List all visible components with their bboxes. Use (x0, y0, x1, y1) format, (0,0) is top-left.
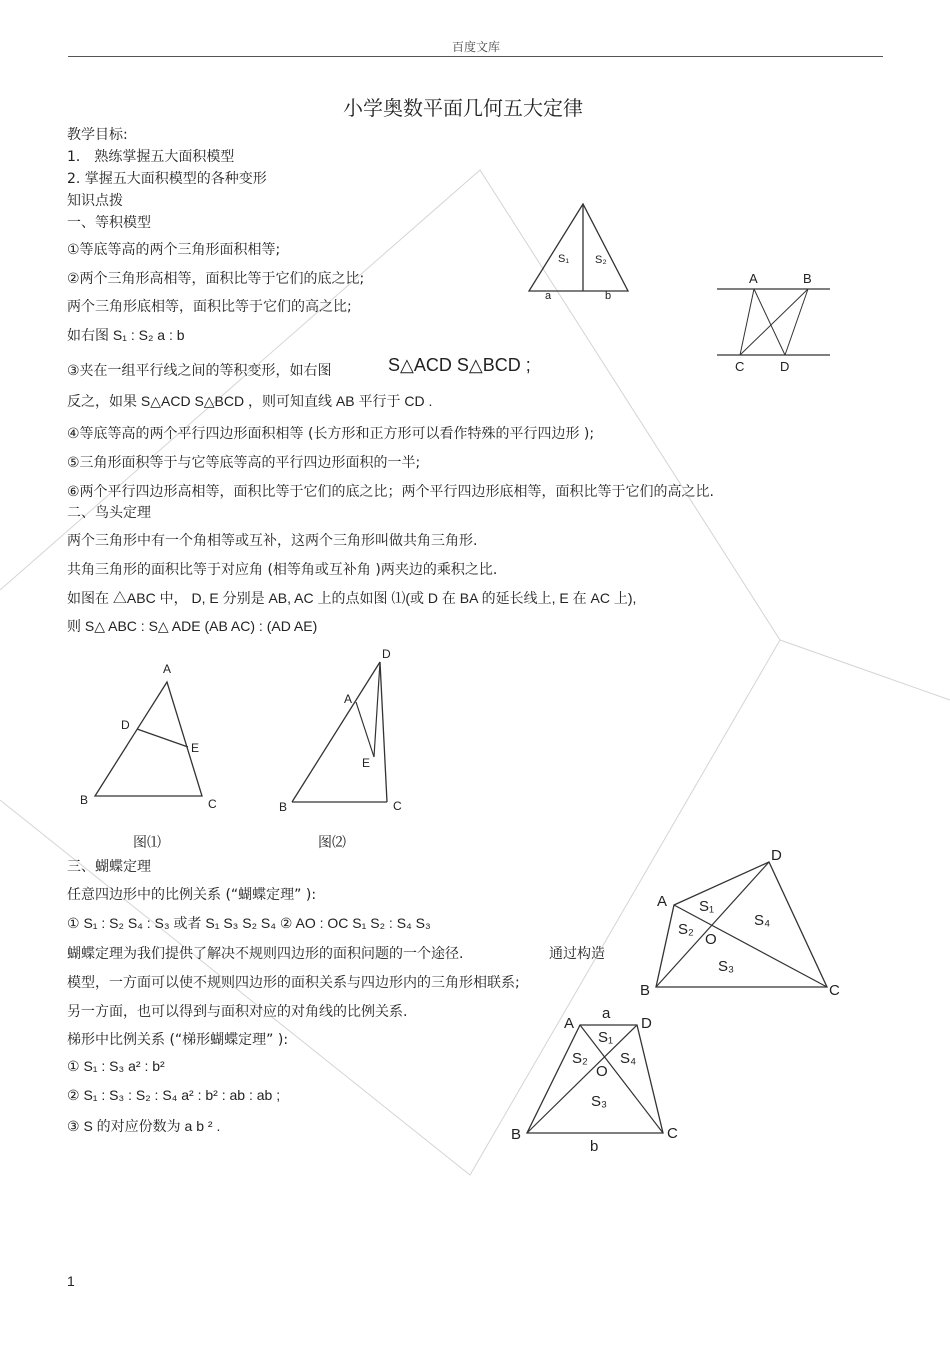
fig1-label-c: C (208, 797, 217, 811)
trapezoid-label-b-length: b (590, 1138, 599, 1155)
s3-line-6: 梯形中比例关系 (“梯形蝴蝶定理” ): (67, 1032, 289, 1048)
trapezoid-label-a: A (564, 1015, 575, 1032)
goal-2: 2. 掌握五大面积模型的各种变形 (67, 171, 267, 187)
s1-line-9: ⑥两个平行四边形高相等，面积比等于它们的底之比；两个平行四边形底相等，面积比等于它们的高之比. (67, 484, 714, 500)
fig1-label-b: B (80, 793, 89, 807)
tri-label-s2: S₂ (595, 254, 607, 266)
fig1-label-d: D (121, 718, 130, 732)
trapezoid-label-s1: S₁ (598, 1029, 614, 1046)
s1-line-4: 如右图 S₁ : S₂ a : b (67, 327, 185, 343)
section-2-heading: 二、鸟头定理 (67, 505, 151, 521)
s1-line-8: ⑤三角形面积等于与它等底等高的平行四边形面积的一半; (67, 455, 421, 471)
s3-line-5: 另一方面，也可以得到与面积对应的对角线的比例关系. (67, 1004, 408, 1020)
tri-label-a: a (545, 290, 552, 302)
butterfly-label-o: O (705, 931, 717, 948)
section-3-heading: 三、蝴蝶定理 (67, 859, 151, 875)
section-1-heading: 一、等积模型 (67, 215, 151, 231)
trapezoid-label-s2: S₂ (572, 1050, 588, 1067)
s3-line-4: 模型，一方面可以使不规则四边形的面积关系与四边形内的三角形相联系; (67, 975, 520, 991)
s3-line-3b: 通过构造 (549, 946, 605, 962)
fig2-label-c: C (393, 799, 402, 813)
tri-label-s1: S₁ (558, 253, 570, 265)
page-title: 小学奥数平面几何五大定律 (343, 96, 583, 120)
fig1-label-a: A (163, 662, 172, 676)
s1-line-5b: S△ACD S△BCD ; (388, 355, 531, 375)
s3-line-8: ② S₁ : S₃ : S₂ : S₄ a² : b² : ab : ab ; (67, 1087, 281, 1103)
knowledge-heading: 知识点拨 (67, 193, 123, 209)
fig1-label-e: E (191, 741, 200, 755)
butterfly-label-b: B (640, 982, 651, 999)
fig2-caption: 图⑵ (318, 835, 346, 851)
s3-line-7: ① S₁ : S₃ a² : b² (67, 1058, 165, 1074)
butterfly-label-s2: S₂ (678, 921, 694, 938)
fig2-label-d: D (382, 647, 391, 661)
s1-line-5a: ③夹在一组平行线之间的等积变形，如右图 (67, 363, 332, 379)
s1-line-3: 两个三角形底相等，面积比等于它们的高之比; (67, 299, 352, 315)
trapezoid-label-s4: S₄ (620, 1050, 637, 1067)
parallel-label-a: A (749, 271, 758, 286)
s2-line-1: 两个三角形中有一个角相等或互补，这两个三角形叫做共角三角形. (67, 533, 478, 549)
trapezoid-label-d: D (641, 1015, 652, 1032)
s1-line-6: 反之，如果 S△ACD S△BCD ，则可知直线 AB 平行于 CD . (67, 393, 433, 409)
trapezoid-label-b: B (511, 1126, 522, 1143)
trapezoid-label-s3: S₃ (591, 1093, 608, 1110)
goal-heading: 教学目标: (67, 127, 128, 143)
fig2-label-e: E (362, 756, 371, 770)
trapezoid-label-a-length: a (602, 1005, 611, 1022)
fig2-label-b: B (279, 800, 288, 814)
s2-line-2: 共角三角形的面积比等于对应角 (相等角或互补角 )两夹边的乘积之比. (67, 562, 498, 578)
s1-line-2: ②两个三角形高相等，面积比等于它们的底之比; (67, 271, 365, 287)
page-number: 1 (67, 1273, 75, 1289)
site-header: 百度文库 (452, 40, 501, 54)
butterfly-label-a: A (657, 893, 668, 910)
s3-line-9: ③ S 的对应份数为 a b ² . (67, 1118, 221, 1134)
butterfly-label-d: D (771, 847, 782, 864)
s3-line-1: 任意四边形中的比例关系 (“蝴蝶定理” ): (67, 887, 317, 903)
parallel-label-d: D (780, 359, 790, 374)
s2-line-3: 如图在 △ABC 中， D, E 分别是 AB, AC 上的点如图 ⑴(或 D 在 BA 的延长线上, E 在 AC 上), (67, 590, 637, 606)
s3-line-2: ① S₁ : S₂ S₄ : S₃ 或者 S₁ S₃ S₂ S₄ ② AO : OC S₁ S₂ : S₄ S₃ (67, 915, 431, 931)
butterfly-label-c: C (829, 982, 840, 999)
parallel-label-c: C (735, 359, 745, 374)
tri-label-b: b (605, 290, 612, 302)
s3-line-3a: 蝴蝶定理为我们提供了解决不规则四边形的面积问题的一个途径. (67, 946, 464, 962)
butterfly-label-s4: S₄ (754, 912, 771, 929)
s1-line-7: ④等底等高的两个平行四边形面积相等 (长方形和正方形可以看作特殊的平行四边形 ); (67, 426, 595, 442)
s2-line-4: 则 S△ ABC : S△ ADE (AB AC) : (AD AE) (67, 618, 318, 634)
butterfly-label-s1: S₁ (699, 898, 715, 915)
fig1-caption: 图⑴ (133, 835, 161, 851)
trapezoid-label-c: C (667, 1125, 678, 1142)
trapezoid-label-o: O (596, 1063, 608, 1080)
s1-line-1: ①等底等高的两个三角形面积相等; (67, 242, 281, 258)
parallel-label-b: B (803, 271, 812, 286)
fig2-label-a: A (344, 692, 353, 706)
goal-1: 1． 熟练掌握五大面积模型 (67, 149, 235, 165)
butterfly-label-s3: S₃ (718, 958, 735, 975)
